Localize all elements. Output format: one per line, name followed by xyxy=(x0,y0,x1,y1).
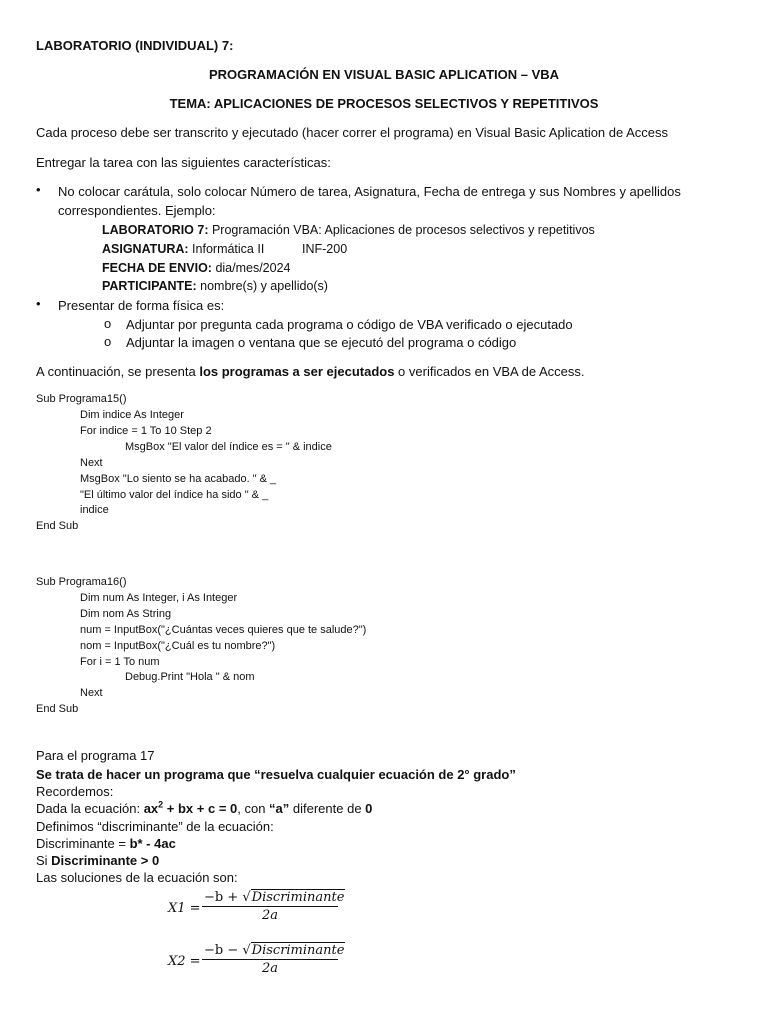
intro-paragraph-2: Entregar la tarea con las siguientes características: xyxy=(36,155,331,170)
if-pre: Si xyxy=(36,853,52,868)
example-participant-value: nombre(s) y apellido(s) xyxy=(196,279,328,293)
eq-pre: Dada la ecuación: xyxy=(36,801,144,816)
course-title: PROGRAMACIÓN EN VISUAL BASIC APLICATION – VBA xyxy=(208,67,560,82)
code-line: Sub Programa15() xyxy=(36,393,127,405)
x1-num-pre: −b + √ xyxy=(204,890,251,905)
bullet-1-line-2: correspondientes. Ejemplo: xyxy=(58,203,216,218)
eq-diff: diferente de xyxy=(289,801,366,816)
topic-title: TEMA: APLICACIONES DE PROCESOS SELECTIVOS Y REPETITIVOS xyxy=(169,96,599,111)
code-line: Sub Programa16() xyxy=(36,576,127,588)
program17-disc-formula-line xyxy=(36,836,176,852)
example-subject-line xyxy=(102,241,264,257)
disc-formula: b* - 4ac xyxy=(129,836,176,851)
example-date-line xyxy=(102,260,291,276)
x1-den-text: 2a xyxy=(261,908,279,923)
disc-pre: Discriminante = xyxy=(36,836,130,851)
formula-x1-numerator xyxy=(202,889,345,907)
code-line: indice xyxy=(80,504,109,516)
continuation-paragraph xyxy=(36,364,585,380)
formula-x1-fraction xyxy=(202,889,345,923)
example-participant-line xyxy=(102,278,328,294)
sub-bullet-circle-icon: o xyxy=(104,334,112,349)
formula-x2-numerator xyxy=(202,942,345,960)
code-line: MsgBox "El valor del índice es = " & indice xyxy=(125,441,332,453)
example-date-value: dia/mes/2024 xyxy=(211,261,291,275)
continuation-bold: los programas a ser ejecutados xyxy=(199,364,395,379)
formula-x2-fraction xyxy=(202,942,345,976)
code-line: num = InputBox("¿Cuántas veces quieres que te salude?") xyxy=(80,624,367,636)
example-date-label: FECHA DE ENVIO: xyxy=(102,261,212,275)
code-line: Dim nom As String xyxy=(80,608,172,620)
code-line: Next xyxy=(80,687,103,699)
eq-ax: ax xyxy=(143,801,159,816)
program17-disc-def: Definimos “discriminante” de la ecuación: xyxy=(36,819,274,834)
formula-x1-label xyxy=(168,901,201,916)
example-subject-code: INF-200 xyxy=(302,242,348,256)
bullet-2-text: Presentar de forma física es: xyxy=(58,298,225,313)
bullet-1-line-1: No colocar carátula, solo colocar Número de tarea, Asignatura, Fecha de entrega y sus Nombres y apellidos xyxy=(58,184,681,199)
example-subject-label: ASIGNATURA: xyxy=(102,242,189,256)
program17-statement: Se trata de hacer un programa que “resuelva cualquier ecuación de 2° grado” xyxy=(36,767,516,782)
example-participant-label: PARTICIPANTE: xyxy=(102,279,197,293)
formula-x1-denominator xyxy=(202,907,338,923)
formula-x2-denominator xyxy=(202,960,338,976)
x2-label-text: X2 = xyxy=(168,954,201,969)
code-line: End Sub xyxy=(36,520,79,532)
program17-recall: Recordemos: xyxy=(36,784,114,799)
code-line: MsgBox "Lo siento se ha acabado. " & _ xyxy=(80,473,277,485)
code-line: For i = 1 To num xyxy=(80,656,160,668)
code-line: nom = InputBox("¿Cuál es tu nombre?") xyxy=(80,640,276,652)
program17-condition-line xyxy=(36,853,159,869)
code-line: "El último valor del índice ha sido " & _ xyxy=(80,489,269,501)
program17-intro: Para el programa 17 xyxy=(36,748,155,763)
sub-bullet-1-text: Adjuntar por pregunta cada programa o código de VBA verificado o ejecutado xyxy=(126,317,573,332)
sub-bullet-2-text: Adjuntar la imagen o ventana que se ejecutó del programa o código xyxy=(126,335,517,350)
formula-x2-label xyxy=(168,954,201,969)
example-lab-value: Programación VBA: Aplicaciones de procesos selectivos y repetitivos xyxy=(208,223,595,237)
bullet-dot-icon: • xyxy=(36,182,41,197)
eq-zero: 0 xyxy=(365,801,373,816)
continuation-pre: A continuación, se presenta xyxy=(36,364,200,379)
sub-bullet-circle-icon: o xyxy=(104,316,112,331)
example-lab-label: LABORATORIO 7: xyxy=(102,223,209,237)
bullet-dot-icon: • xyxy=(36,296,41,311)
if-cond: Discriminante > 0 xyxy=(51,853,160,868)
x2-den-text: 2a xyxy=(261,961,279,976)
eq-sup: 2 xyxy=(158,799,164,810)
code-line: Dim num As Integer, i As Integer xyxy=(80,592,238,604)
eq-rest: + bx + c = 0 xyxy=(163,801,238,816)
lab-title: LABORATORIO (INDIVIDUAL) 7: xyxy=(36,38,234,53)
code-line: Debug.Print "Hola " & nom xyxy=(125,671,255,683)
code-line: Dim indice As Integer xyxy=(80,409,184,421)
program17-equation-line xyxy=(36,801,372,817)
code-line: Next xyxy=(80,457,103,469)
code-line: End Sub xyxy=(36,703,79,715)
example-subject-value: Informática II xyxy=(188,242,265,256)
eq-a: “a” xyxy=(269,801,290,816)
program17-solutions-label: Las soluciones de la ecuación son: xyxy=(36,870,238,885)
intro-paragraph-1: Cada proceso debe ser transcrito y ejecutado (hacer correr el programa) en Visual Basic Aplication de Access xyxy=(36,125,669,140)
x2-num-radicand: Discriminante xyxy=(251,943,345,958)
example-lab-line xyxy=(102,222,595,238)
x1-num-radicand: Discriminante xyxy=(251,890,345,905)
x2-num-pre: −b − √ xyxy=(204,943,251,958)
x1-label-text: X1 = xyxy=(168,901,201,916)
continuation-post: o verificados en VBA de Access. xyxy=(394,364,585,379)
code-line: For indice = 1 To 10 Step 2 xyxy=(80,425,212,437)
eq-mid: , con xyxy=(237,801,270,816)
